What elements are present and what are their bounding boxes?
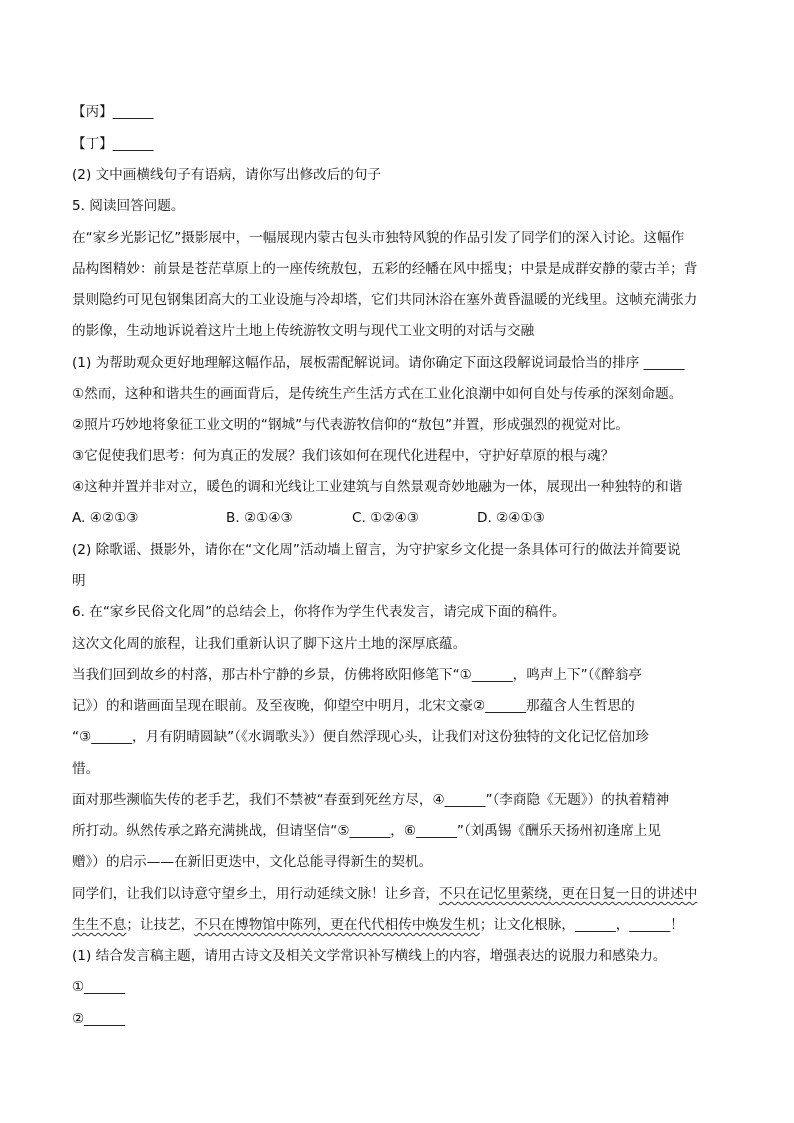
question-text: (1) 结合发言稿主题，请用古诗文及相关文学常识补写横线上的内容，增强表达的说服力和感染力。 [72, 948, 667, 964]
closing-line-1 [72, 884, 697, 904]
closing-text: 同学们，让我们以诗意守望乡土，用行动延续文脉！让乡音， [72, 886, 440, 902]
answer-blank-1: ①______ [72, 979, 125, 995]
passage-line: 记》）的和谐画面呈现在眼前。及至夜晚，仰望空中明月，北宋文豪②______那蕴含人生哲思的 [72, 698, 635, 714]
option-d: D. ②④①③ [477, 510, 545, 526]
sentence-item: ④这种并置并非对立，暖色的调和光线让工业建筑与自然景观奇妙地融为一体，展现出一种独特的和谐 [72, 479, 683, 495]
question-text: (2) 除歌谣、摄影外，请你在“文化周”活动墙上留言，为守护家乡文化提一条具体可行的做法并简要说 [72, 542, 681, 558]
question-heading: 5. 阅读回答问题。 [72, 198, 185, 214]
passage-line: 所打动。纵然传承之路充满挑战，但请坚信“⑤______，⑥______”（刘禹锡《酬乐天扬州初逢席上见 [72, 823, 661, 839]
wavy-underlined-text: 不只在记忆里萦绕，更在日复一日的讲述中 [439, 886, 698, 902]
passage-line: 在“家乡光影记忆”摄影展中，一幅展现内蒙古包头市独特风貌的作品引发了同学们的深入讨论。这幅作 [72, 230, 685, 246]
question-text: (1) 为帮助观众更好地理解这幅作品，展板需配解说词。请你确定下面这段解说词最恰当的排序 ______ [72, 355, 685, 371]
sentence-item: ②照片巧妙地将象征工业文明的“钢城”与代表游牧信仰的“敖包”并置，形成强烈的视觉对比。 [72, 417, 629, 433]
passage-line: 面对那些濒临失传的老手艺，我们不禁被“春蚕到死丝方尽，④______”（李商隐《无题》）的执着精神 [72, 792, 670, 808]
answer-line-bing: 【丙】______ [72, 104, 154, 120]
answer-blank-2: ②______ [72, 1011, 125, 1027]
passage-line: 当我们回到故乡的村落，那古朴宁静的乡景，仿佛将欧阳修笔下“①______，鸣声上下”（《醉翁亭 [72, 667, 643, 683]
passage-line: 景则隐约可见包钢集团高大的工业设施与冷却塔，它们共同沐浴在塞外黄昏温暖的光线里。这帧充满张力 [72, 292, 698, 308]
sentence-item: ③它促使我们思考：何为真正的发展？我们该如何在现代化进程中，守护好草原的根与魂？ [72, 448, 615, 464]
question-text: (2) 文中画横线句子有语病，请你写出修改后的句子 [72, 167, 382, 183]
closing-text: ；让文化根脉，______，______！ [479, 917, 684, 933]
passage-line: 赠》）的启示——在新旧更迭中，文化总能寻得新生的契机。 [72, 854, 433, 870]
sentence-item: ①然而，这种和谐共生的画面背后，是传统生产生活方式在工业化浪潮中如何自处与传承的深刻命题。 [72, 386, 683, 402]
question-text: 明 [72, 573, 86, 589]
passage-line: “③______，月有阴晴圆缺”（《水调歌头》）便自然浮现心头，让我们对这份独特的文化记忆倍加珍 [72, 729, 649, 745]
passage-line: 品构图精妙：前景是苍茫草原上的一座传统敖包，五彩的经幡在风中摇曳；中景是成群安静的蒙古羊；背 [72, 261, 698, 277]
passage-line: 惜。 [72, 761, 100, 777]
wavy-underlined-text: 不只在博物馆中陈列，更在代代相传中焕发生机 [194, 917, 480, 933]
question-heading: 6. 在“家乡民俗文化周”的总结会上，你将作为学生代表发言，请完成下面的稿件。 [72, 604, 566, 620]
option-b: B. ②①④③ [226, 510, 293, 526]
closing-text: ；让技艺， [126, 917, 195, 933]
passage-line: 的影像，生动地诉说着这片土地上传统游牧文明与现代工业文明的对话与交融 [72, 323, 535, 339]
answer-line-ding: 【丁】______ [72, 136, 154, 152]
option-a: A. ④②①③ [72, 510, 139, 526]
option-c: C. ①②④③ [352, 510, 419, 526]
wavy-underlined-text: 生生不息 [72, 917, 127, 933]
passage-line: 这次文化周的旅程，让我们重新认识了脚下这片土地的深厚底蕴。 [72, 636, 467, 652]
closing-line-2 [72, 915, 684, 935]
